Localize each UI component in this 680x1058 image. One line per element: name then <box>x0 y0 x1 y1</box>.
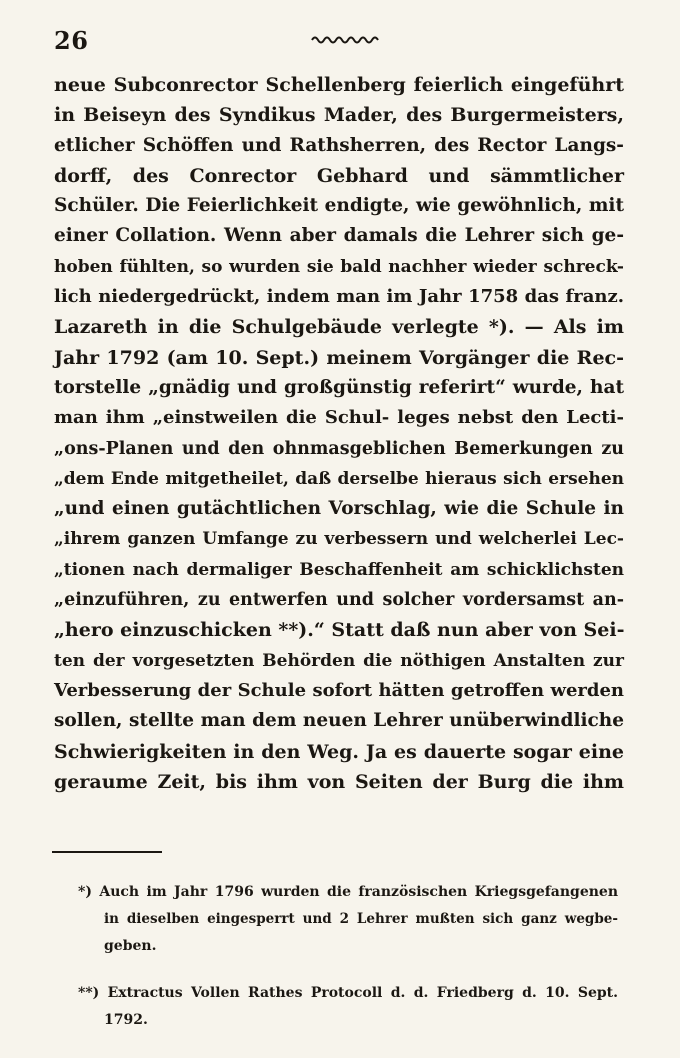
footnote-line: **) Extractus Vollen Rathes Protocoll d. d. Friedberg d. 10. Sept. <box>78 985 618 1001</box>
body-line: Lazareth in die Schulgebäude verlegte *). — Als im <box>54 316 624 339</box>
body-line: „und einen gutächtlichen Vorschlag, wie die Schule in <box>54 498 624 520</box>
body-line: Verbesserung der Schule sofort hätten getroffen werden <box>54 679 624 701</box>
footnote-line: *) Auch im Jahr 1796 wurden die französischen Kriegsgefangenen <box>78 884 618 900</box>
body-line: ten der vorgesetzten Behörden die nöthigen Anstalten zur <box>54 650 624 671</box>
body-line: lich niedergedrückt, indem man im Jahr 1758 das franz. <box>54 286 624 308</box>
body-line: einer Collation. Wenn aber damals die Lehrer sich ge- <box>54 225 624 247</box>
footnote-line: geben. <box>104 938 157 954</box>
footnote-1 <box>78 879 618 960</box>
body-line: man ihm „einstweilen die Schul- leges nebst den Lecti- <box>54 407 624 429</box>
page-number: 26 <box>54 26 89 55</box>
footnote-gap <box>78 960 618 980</box>
body-line: in Beiseyn des Syndikus Mader, des Burgermeisters, <box>54 104 624 127</box>
body-line: geraume Zeit, bis ihm von Seiten der Burg die ihm <box>54 770 624 793</box>
footnote-line: 1792. <box>104 1012 148 1028</box>
body-line: „einzuführen, zu entwerfen und solcher vordersamst an- <box>54 590 624 611</box>
body-line: Schüler. Die Feierlichkeit endigte, wie gewöhnlich, mit <box>54 195 624 217</box>
footnote-separator <box>52 851 162 853</box>
header-ornament <box>310 28 380 48</box>
body-line: „dem Ende mitgetheilet, daß derselbe hieraus sich ersehen <box>54 468 624 489</box>
body-line: torstelle „gnädig und großgünstig referirt“ wurde, hat <box>54 376 624 398</box>
footnote-2 <box>78 980 618 1034</box>
body-line: etlicher Schöffen und Rathsherren, des Rector Langs- <box>54 134 624 156</box>
body-line: „hero einzuschicken **).“ Statt daß nun aber von Sei- <box>54 619 625 642</box>
body-line: neue Subconrector Schellenberg feierlich eingeführt <box>54 74 624 96</box>
body-line: sollen, stellte man dem neuen Lehrer unüberwindliche <box>54 710 624 732</box>
body-line: Jahr 1792 (am 10. Sept.) meinem Vorgänger die Rec- <box>54 346 624 369</box>
body-line: „tionen nach dermaliger Beschaffenheit am schicklichsten <box>54 559 624 580</box>
body-line: hoben fühlten, so wurden sie bald nachher wieder schreck- <box>54 256 624 277</box>
body-line: dorff, des Conrector Gebhard und sämmtlicher <box>54 164 624 187</box>
footnotes <box>78 879 618 1034</box>
body-line: „ons-Planen und den ohnmasgeblichen Bemerkungen zu <box>54 438 624 459</box>
body-text <box>54 70 624 797</box>
body-line: „ihrem ganzen Umfange zu verbessern und welcherlei Lec- <box>54 529 624 550</box>
body-line: Schwierigkeiten in den Weg. Ja es dauerte sogar eine <box>54 740 624 763</box>
footnote-line: in dieselben eingesperrt und 2 Lehrer mußten sich ganz wegbe- <box>104 911 618 927</box>
